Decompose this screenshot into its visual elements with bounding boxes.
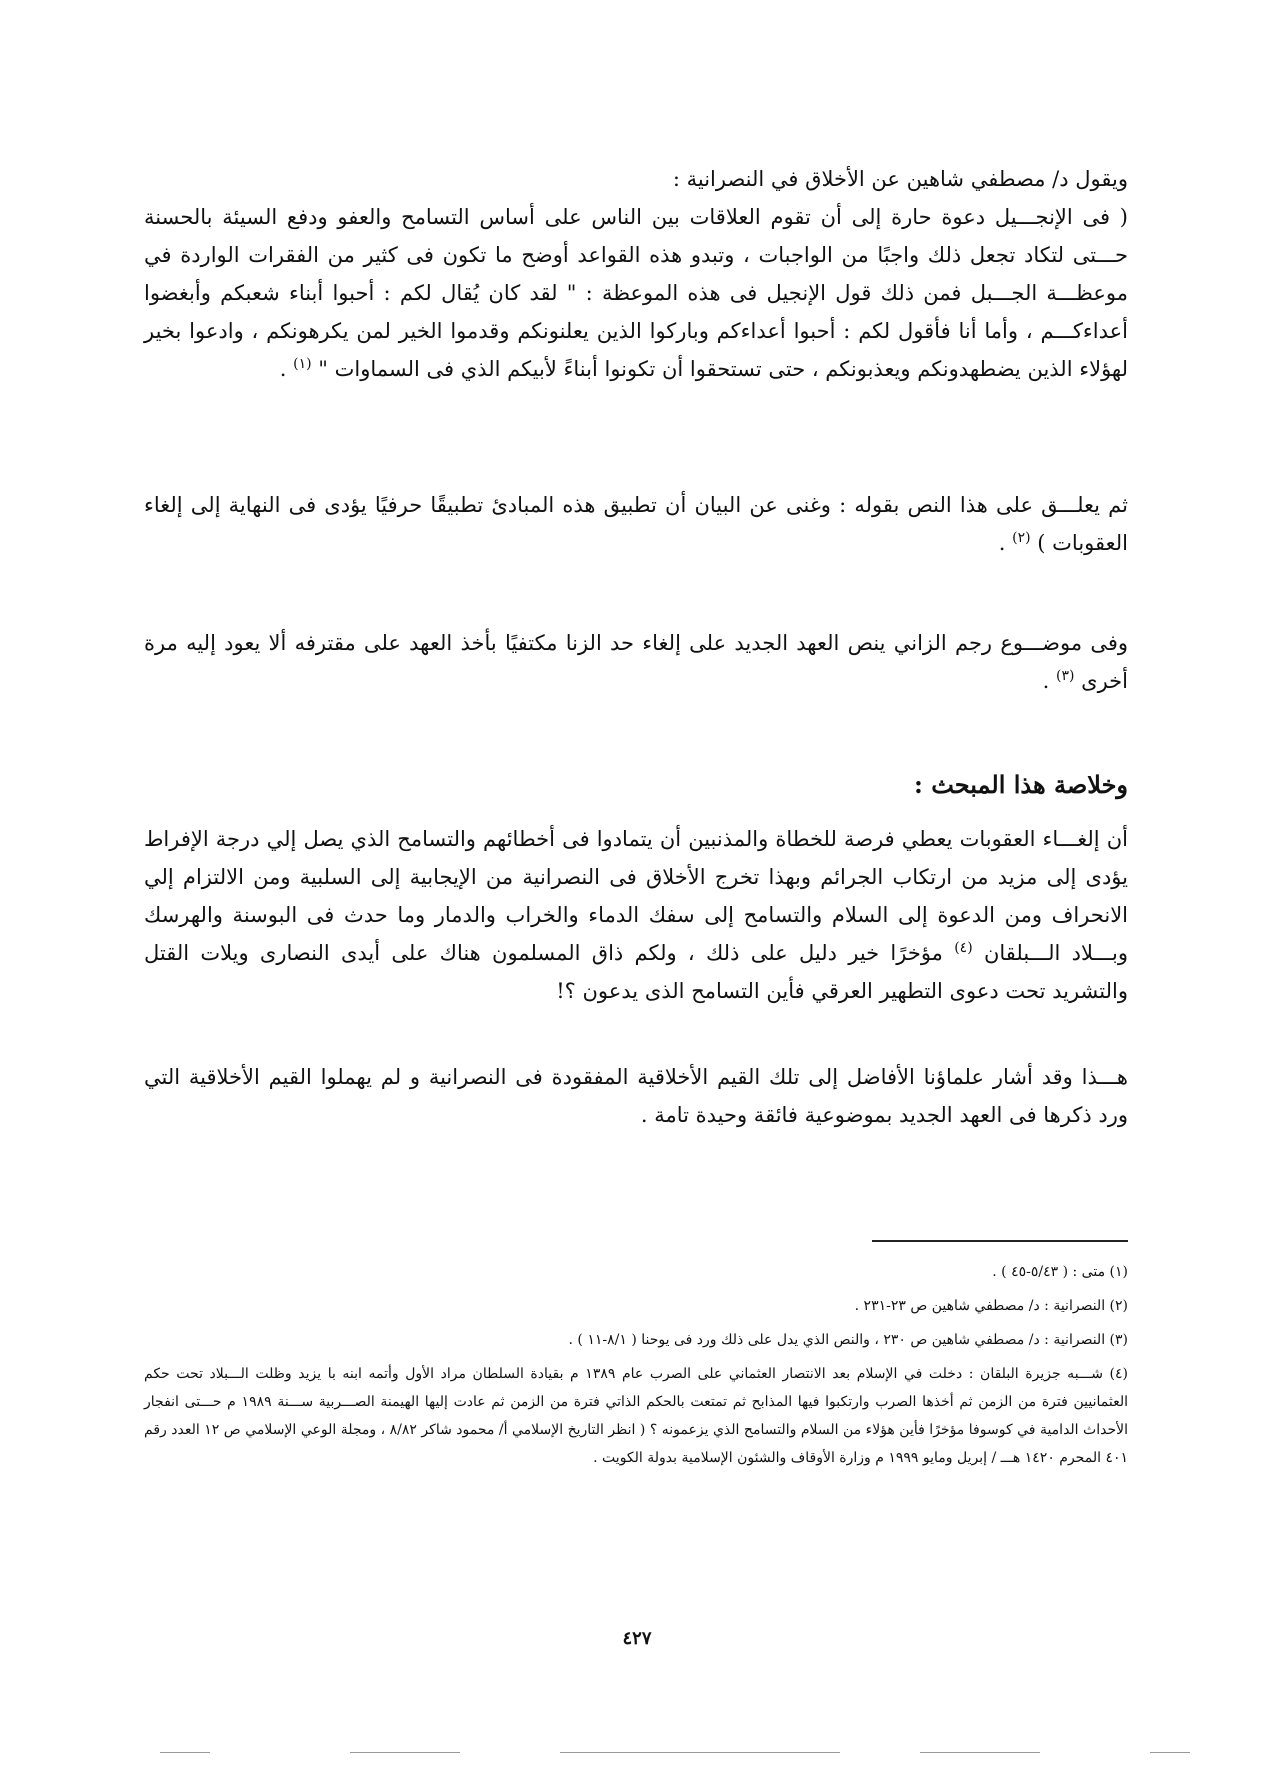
paragraph-summary: [144, 820, 1128, 1010]
paragraph-commentary: [144, 486, 1128, 562]
paragraph-commentary-text: ثم يعلـــق على هذا النص بقوله : وغنى عن البيان أن تطبيق هذه المبادئ تطبيقًا حرفيًا يؤدى فى النهاية إلى إلغاء العقوبات ): [144, 493, 1128, 555]
paragraph-stoning-end: .: [1042, 669, 1050, 693]
quote-paragraph: [144, 198, 1128, 388]
quote-text: ( فى الإنجـــيل دعوة حارة إلى أن تقوم العلاقات بين الناس على أساس التسامح والعفو ودفع السيئة بالحسنة حـــتى لتكاد تجعل ذلك واجبًا من الواجبات ، وتبدو هذه القواعد أوضح ما تكون فى كثير من الفقرات الواردة في موعظـــة الجـــبل فمن ذلك قول الإنجيل فى هذه الموعظة : " لقد كان يُقال لكم : أحبوا أبناء شعبكم وأبغضوا أعداءكـــم ، وأما أنا فأقول لكم : أحبوا أعداءكم وباركوا الذين يعلنونكم وقدموا الخير لمن يكرهونكم ، وادعوا بخير لهؤلاء الذين يضطهدونكم ويعذبونكم ، حتى تستحقوا أن تكونوا أبناءً لأبيكم الذي فى السماوات ": [144, 205, 1128, 381]
footnote-ref-1: (١): [293, 356, 312, 372]
footnote-ref-2: (٢): [1012, 530, 1031, 546]
footnote-1: (١) متى : ( ٥/٤٣-٤٥ ) .: [992, 1264, 1128, 1280]
footnotes: [144, 1258, 1128, 1478]
scan-artifact-line: [560, 1752, 840, 1753]
paragraph-closing: هـــذا وقد أشار علماؤنا الأفاضل إلى تلك القيم الأخلاقية المفقودة فى النصرانية و لم يهملوا القيم الأخلاقية التي ورد ذكرها فى العهد الجديد بموضوعية فائقة وحيدة تامة .: [144, 1065, 1128, 1127]
scan-artifact-line: [920, 1752, 1040, 1753]
footnote-ref-3: (٣): [1056, 668, 1075, 684]
scan-artifact-line: [350, 1752, 460, 1753]
footnote-2: (٢) النصرانية : د/ مصطفي شاهين ص ٢٣-٢٣١ .: [854, 1298, 1128, 1314]
scan-artifact-line: [1150, 1752, 1190, 1753]
paragraph-summary-text-a: أن إلغـــاء العقوبات يعطي فرصة للخطاة والمذنبين أن يتمادوا فى أخطائهم والتسامح الذي يصل إلي درجة الإفراط يؤدى إلى مزيد من ارتكاب الجرائم وبهذا تخرج الأخلاق فى النصرانية من الإيجابية إلى السلبية ومن الالتزام إلي الانحراف ومن الدعوة إلى السلام والتسامح إلى سفك الدماء والخراب والدمار وما حدث فى البوسنة والهرسك وبـــلاد الـــبلقان: [144, 827, 1128, 965]
scan-artifact-line: [160, 1752, 210, 1753]
paragraph-commentary-end: .: [998, 531, 1006, 555]
paragraph-summary-text-b: مؤخرًا خير دليل على ذلك ، ولكم ذاق المسلمون هناك على أيدى النصارى ويلات القتل والتشريد تحت دعوى التطهير العرقي فأين التسامح الذى يدعون ؟!: [144, 941, 1128, 1003]
section-heading: وخلاصة هذا المبحث :: [914, 770, 1128, 799]
footnote-4: (٤) شـــبه جزيرة البلقان : دخلت في الإسلام بعد الانتصار العثماني على الصرب عام ١٣٨٩ م بقيادة السلطان مراد الأول وأتمه ابنه با يزيد وظلت الـــبلاد تحت حكم العثمانيين فترة من الزمن ثم أخذها الصرب وارتكبوا فيها المذابح ثم تمتعت بالحكم الذاتي فترة من الزمن ثم عادت إليها الهيمنة الصـــربية ســـنة ١٩٨٩ م حـــتى انفجار الأحداث الدامية في كوسوفا مؤخرًا فأين هؤلاء من السلام والتسامح الذي يزعمونه ؟ ( انظر التاريخ الإسلامي أ/ محمود شاكر ٨/٨٢ ، ومجلة الوعي الإسلامي ص ١٢ العدد رقم ٤٠١ المحرم ١٤٢٠ هـــ / إبريل ومايو ١٩٩٩ م وزارة الأوقاف والشئون الإسلامية بدولة الكويت .: [144, 1366, 1129, 1466]
page-number: ٤٢٧: [622, 1628, 652, 1649]
footnote-3: (٣) النصرانية : د/ مصطفي شاهين ص ٢٣٠ ، والنص الذي يدل على ذلك ورد فى يوحنا ( ٨/١-١١ ) .: [568, 1332, 1128, 1348]
footnote-divider: [872, 1240, 1128, 1242]
paragraph-stoning: [144, 624, 1128, 700]
footnote-ref-4: (٤): [954, 940, 973, 956]
intro-line: ويقول د/ مصطفي شاهين عن الأخلاق في النصرانية :: [672, 167, 1128, 191]
paragraph-stoning-text: وفى موضـــوع رجم الزاني ينص العهد الجديد على إلغاء حد الزنا مكتفيًا بأخذ العهد على مقترفه ألا يعود إليه مرة أخرى: [144, 631, 1128, 693]
quote-end: .: [279, 357, 287, 381]
